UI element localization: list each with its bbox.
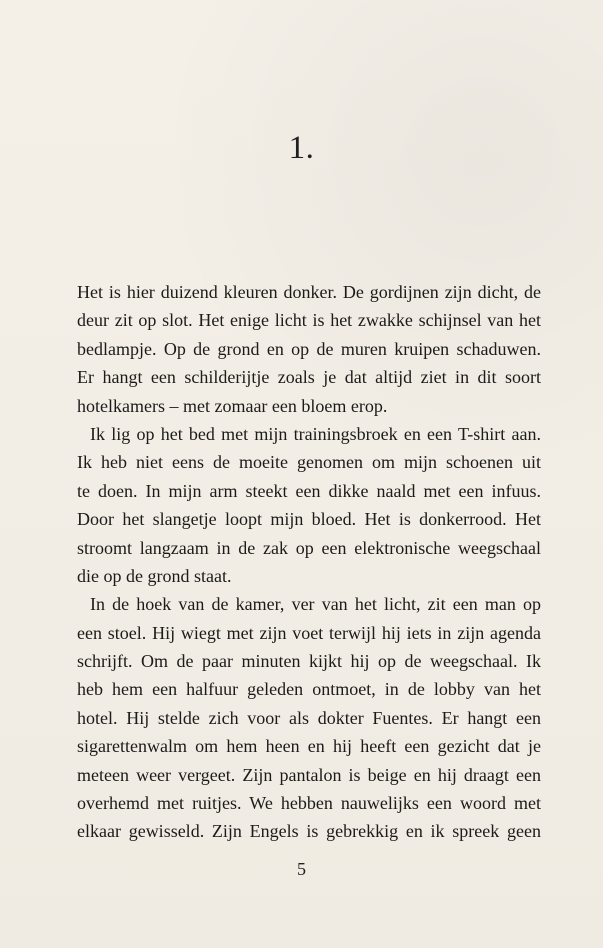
text-line: die op de grond staat. xyxy=(77,565,232,586)
text-line: overhemd met ruitjes. We hebben nauwelijks een woord met xyxy=(77,793,541,814)
paragraph-1 xyxy=(77,278,541,420)
text-line: elkaar gewisseld. Zijn Engels is gebrekkig en ik spreek geen xyxy=(77,821,541,842)
paragraph-3 xyxy=(77,590,541,846)
text-line: stroomt langzaam in de zak op een elektronische weegschaal xyxy=(77,537,541,558)
body-text xyxy=(77,278,541,846)
text-line: In de hoek van de kamer, ver van het licht, zit een man op xyxy=(90,594,541,615)
text-line: deur zit op slot. Het enige licht is het zwakke schijnsel van het xyxy=(77,310,541,331)
text-line: Er hangt een schilderijtje zoals je dat altijd ziet in dit soort xyxy=(77,367,541,388)
text-line: sigarettenwalm om hem heen en hij heeft een gezicht dat je xyxy=(77,736,541,757)
text-line: te doen. In mijn arm steekt een dikke naald met een infuus. xyxy=(77,480,541,501)
text-line: meteen weer vergeet. Zijn pantalon is beige en hij draagt een xyxy=(77,764,541,785)
paragraph-2 xyxy=(77,420,541,590)
text-line: een stoel. Hij wiegt met zijn voet terwijl hij iets in zijn agenda xyxy=(77,622,541,643)
text-line: Het is hier duizend kleuren donker. De gordijnen zijn dicht, de xyxy=(77,282,541,302)
text-line: hotelkamers – met zomaar een bloem erop. xyxy=(77,395,388,416)
chapter-number: 1. xyxy=(288,130,315,166)
text-line: schrijft. Om de paar minuten kijkt hij op de weegschaal. Ik xyxy=(77,651,541,672)
text-line: heb hem een halfuur geleden ontmoet, in de lobby van het xyxy=(77,679,541,700)
text-line: hotel. Hij stelde zich voor als dokter Fuentes. Er hangt een xyxy=(77,707,541,728)
page-number: 5 xyxy=(297,859,306,879)
text-line: bedlampje. Op de grond en op de muren kruipen schaduwen. xyxy=(77,338,541,359)
text-line: Ik heb niet eens de moeite genomen om mijn schoenen uit xyxy=(77,452,541,473)
text-line: Ik lig op het bed met mijn trainingsbroek en een T-shirt aan. xyxy=(90,423,541,444)
text-line: Door het slangetje loopt mijn bloed. Het is donkerrood. Het xyxy=(77,509,541,530)
